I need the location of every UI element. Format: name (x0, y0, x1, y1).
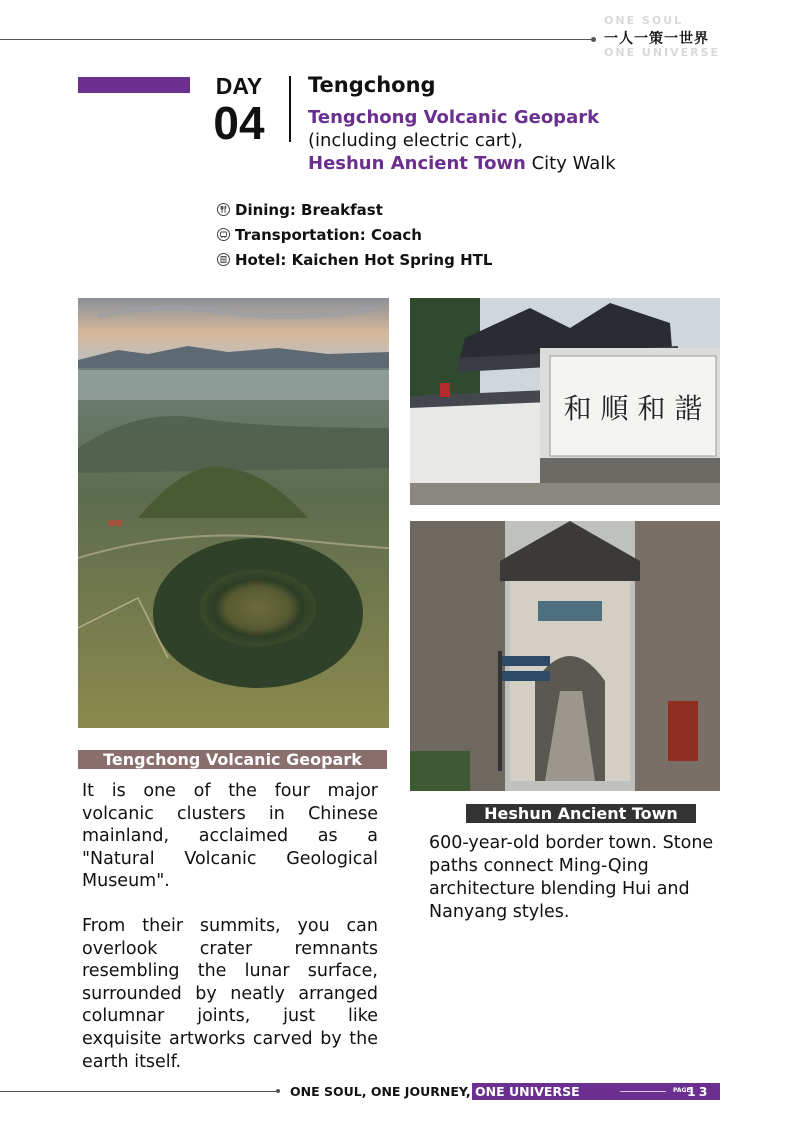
info-hotel (217, 247, 492, 272)
info-hotel-text: Hotel: Kaichen Hot Spring HTL (235, 250, 493, 269)
route-text-cart: (including electric cart), (308, 130, 523, 151)
brand-ghost-top: ONE SOUL (604, 14, 684, 27)
trip-info (217, 197, 492, 272)
wall-sign-text: 和 順 和 諧 (563, 392, 703, 425)
city-title: Tengchong (308, 73, 436, 97)
volcano-paragraph-1: It is one of the four major volcanic clusters in Chinese mainland, acclaimed as a "Natural Volcanic Geological Museum". (82, 781, 378, 892)
footer-band-rule (620, 1091, 666, 1092)
heshun-gate-photo (410, 521, 720, 791)
volcano-caption: Tengchong Volcanic Geopark (78, 750, 387, 769)
heshun-wall-photo (410, 298, 720, 505)
volcano-description (82, 780, 378, 1073)
header-rule (0, 39, 592, 40)
bus-icon (217, 228, 230, 241)
info-dining (217, 197, 492, 222)
day-number: 04 (213, 97, 265, 149)
brand-ghost-bottom: ONE UNIVERSE (604, 46, 721, 59)
hotel-icon (217, 253, 230, 266)
day-divider (289, 76, 291, 142)
volcano-paragraph-2: From their summits, you can overlook crater remnants resembling the lunar surface, surrounded by neatly arranged columnar joints, just like exquisite artworks carved by the earth itself. (82, 915, 378, 1072)
day-label: DAY (215, 73, 263, 99)
heshun-description: 600-year-old border town. Stone paths connect Ming-Qing architecture blending Hui and Nanyang styles. (429, 833, 714, 922)
page-number: 13 (687, 1084, 711, 1099)
route-text-walk: City Walk (525, 153, 616, 174)
footer-rule-dot (276, 1089, 280, 1093)
accent-bar (78, 77, 190, 93)
footer-universe-text: ONE UNIVERSE (475, 1084, 580, 1099)
route-highlight-geopark: Tengchong Volcanic Geopark (308, 107, 600, 128)
info-transportation-text: Transportation: Coach (235, 225, 422, 244)
footer-slogan: ONE SOUL, ONE JOURNEY, (290, 1084, 471, 1099)
route-highlight-heshun: Heshun Ancient Town (308, 153, 526, 174)
page-label: PAGE (673, 1087, 691, 1094)
footer-rule (0, 1091, 277, 1092)
footer-universe-band (472, 1083, 720, 1100)
dining-icon (217, 203, 230, 216)
info-transportation (217, 222, 492, 247)
info-dining-text: Dining: Breakfast (235, 200, 383, 219)
header-rule-dot (591, 37, 596, 42)
brand-chinese-slogan: 一人一策一世界 (604, 31, 709, 47)
volcano-photo (78, 298, 389, 728)
day-route (308, 106, 616, 175)
heshun-caption: Heshun Ancient Town (466, 804, 696, 823)
